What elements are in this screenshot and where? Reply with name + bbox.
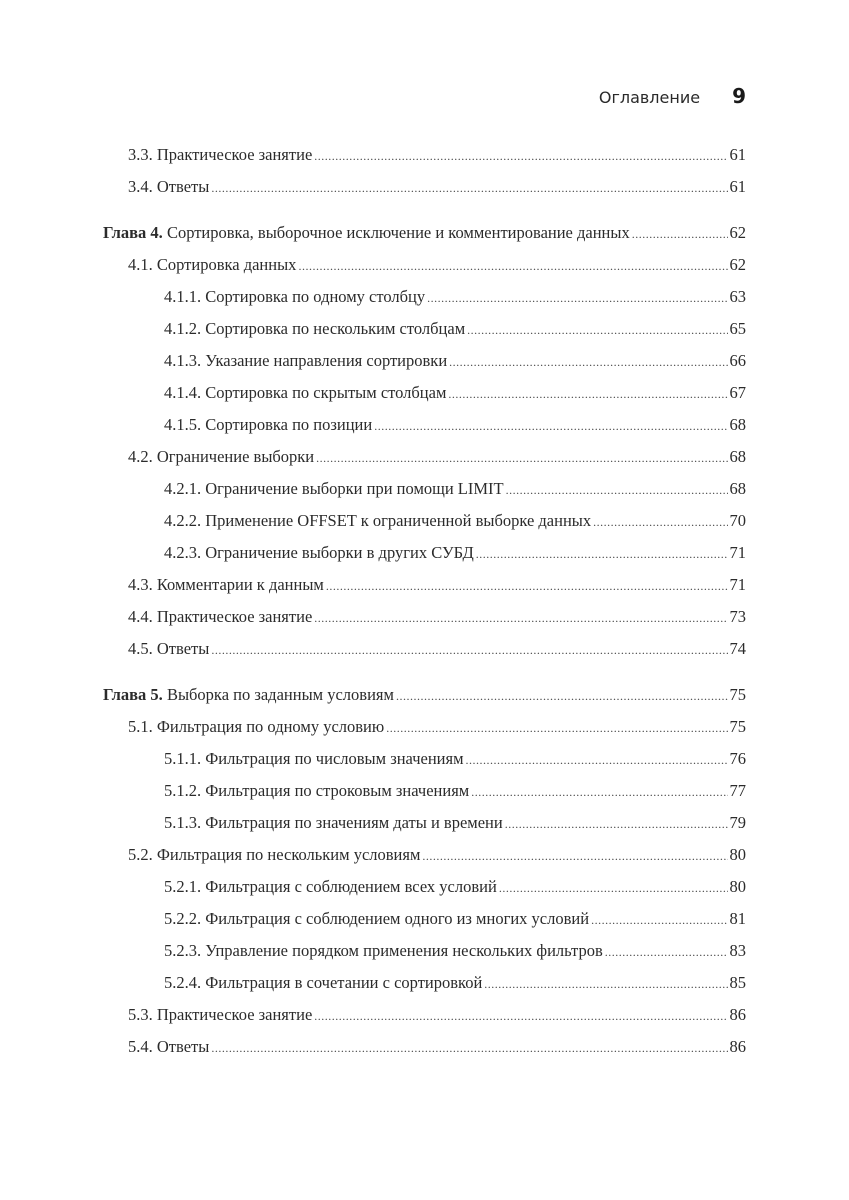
toc-entry[interactable] bbox=[103, 1005, 746, 1037]
toc-entry-label bbox=[164, 909, 589, 929]
entry-title: Практическое занятие bbox=[156, 145, 313, 164]
toc-entry[interactable] bbox=[103, 575, 746, 607]
table-of-contents bbox=[103, 145, 746, 1069]
entry-title: Комментарии к данным bbox=[156, 575, 324, 594]
toc-entry-label bbox=[128, 255, 296, 275]
toc-entry-label bbox=[128, 717, 384, 737]
dot-leader bbox=[314, 1005, 727, 1025]
entry-page-number: 61 bbox=[729, 145, 746, 164]
toc-entry[interactable] bbox=[103, 287, 746, 319]
entry-title: Фильтрация с соблюдением всех условий bbox=[205, 877, 497, 896]
entry-page-number: 73 bbox=[729, 607, 746, 626]
toc-entry[interactable] bbox=[103, 479, 746, 511]
entry-title: Сортировка по нескольким столбцам bbox=[205, 319, 466, 338]
dot-leader bbox=[298, 255, 727, 275]
toc-entry-label bbox=[164, 287, 425, 307]
dot-leader bbox=[374, 415, 727, 435]
dot-leader bbox=[449, 351, 727, 371]
entry-title: Фильтрация по нескольким условиям bbox=[156, 845, 421, 864]
entry-title: Практическое занятие bbox=[156, 1005, 313, 1024]
entry-title: Управление порядком применения нескольких фильтров bbox=[205, 941, 603, 960]
toc-entry[interactable] bbox=[103, 813, 746, 845]
dot-leader bbox=[632, 223, 728, 243]
chapter-prefix: Глава 5. bbox=[103, 685, 163, 704]
header-title: Оглавление bbox=[598, 88, 701, 107]
section-number: 5.1. bbox=[128, 717, 153, 736]
section-number: 5.4. bbox=[128, 1037, 153, 1056]
entry-page-number: 81 bbox=[729, 909, 746, 928]
entry-page-number: 79 bbox=[729, 813, 746, 832]
section-number: 5.2.4. bbox=[164, 973, 202, 992]
entry-page-number: 85 bbox=[729, 973, 746, 992]
section-number: 5.2.1. bbox=[164, 877, 202, 896]
toc-entry-label bbox=[128, 607, 312, 627]
dot-leader bbox=[316, 447, 727, 467]
entry-title: Ответы bbox=[156, 639, 210, 658]
toc-entry[interactable] bbox=[103, 177, 746, 209]
section-number: 5.2. bbox=[128, 845, 153, 864]
entry-page-number: 86 bbox=[729, 1037, 746, 1056]
entry-page-number: 76 bbox=[729, 749, 746, 768]
entry-page-number: 71 bbox=[729, 575, 746, 594]
toc-entry-label bbox=[164, 941, 603, 961]
section-number: 5.3. bbox=[128, 1005, 153, 1024]
entry-page-number: 67 bbox=[729, 383, 746, 402]
toc-entry[interactable] bbox=[103, 717, 746, 749]
toc-entry-label bbox=[164, 511, 591, 531]
entry-title: Фильтрация с соблюдением одного из многих условий bbox=[205, 909, 590, 928]
entry-title: Фильтрация по одному условию bbox=[156, 717, 385, 736]
entry-page-number: 70 bbox=[729, 511, 746, 530]
toc-entry-label bbox=[164, 813, 503, 833]
toc-entry[interactable] bbox=[103, 749, 746, 781]
dot-leader bbox=[427, 287, 727, 307]
toc-entry-label bbox=[128, 1037, 209, 1057]
entry-page-number: 68 bbox=[729, 479, 746, 498]
toc-entry[interactable] bbox=[103, 877, 746, 909]
toc-entry[interactable] bbox=[103, 415, 746, 447]
section-number: 3.4. bbox=[128, 177, 153, 196]
section-number: 4.2.2. bbox=[164, 511, 202, 530]
toc-chapter-entry[interactable] bbox=[103, 685, 746, 717]
toc-entry-label bbox=[103, 685, 394, 705]
entry-page-number: 68 bbox=[729, 415, 746, 434]
entry-page-number: 65 bbox=[729, 319, 746, 338]
toc-entry[interactable] bbox=[103, 607, 746, 639]
toc-entry[interactable] bbox=[103, 941, 746, 973]
toc-entry-label bbox=[128, 447, 314, 467]
dot-leader bbox=[314, 607, 727, 627]
toc-chapter-entry[interactable] bbox=[103, 223, 746, 255]
dot-leader bbox=[506, 479, 728, 499]
entry-page-number: 68 bbox=[729, 447, 746, 466]
section-number: 4.1.5. bbox=[164, 415, 202, 434]
toc-entry-label bbox=[128, 639, 209, 659]
dot-leader bbox=[591, 909, 727, 929]
toc-entry-label bbox=[164, 543, 474, 563]
entry-title: Практическое занятие bbox=[156, 607, 313, 626]
section-number: 4.1.2. bbox=[164, 319, 202, 338]
section-number: 4.2.3. bbox=[164, 543, 202, 562]
toc-entry-label bbox=[128, 845, 420, 865]
entry-page-number: 80 bbox=[729, 877, 746, 896]
toc-entry[interactable] bbox=[103, 383, 746, 415]
entry-title: Фильтрация в сочетании с сортировкой bbox=[205, 973, 483, 992]
entry-page-number: 62 bbox=[729, 255, 746, 274]
dot-leader bbox=[471, 781, 727, 801]
toc-entry-label bbox=[128, 177, 209, 197]
dot-leader bbox=[211, 1037, 727, 1057]
dot-leader bbox=[467, 319, 727, 339]
running-header bbox=[599, 84, 746, 108]
chapter-prefix: Глава 4. bbox=[103, 223, 163, 242]
dot-leader bbox=[605, 941, 728, 961]
entry-page-number: 62 bbox=[729, 223, 746, 242]
section-number: 4.1.4. bbox=[164, 383, 202, 402]
entry-page-number: 86 bbox=[729, 1005, 746, 1024]
dot-leader bbox=[505, 813, 728, 833]
toc-entry[interactable] bbox=[103, 973, 746, 1005]
entry-title: Сортировка, выборочное исключение и комментирование данных bbox=[166, 223, 630, 242]
dot-leader bbox=[326, 575, 728, 595]
entry-page-number: 61 bbox=[729, 177, 746, 196]
dot-leader bbox=[211, 639, 727, 659]
entry-title: Сортировка по скрытым столбцам bbox=[205, 383, 447, 402]
entry-page-number: 71 bbox=[729, 543, 746, 562]
toc-entry[interactable] bbox=[103, 351, 746, 383]
toc-entry-label bbox=[164, 415, 372, 435]
toc-entry-label bbox=[164, 749, 464, 769]
toc-entry[interactable] bbox=[103, 781, 746, 813]
entry-page-number: 74 bbox=[729, 639, 746, 658]
entry-title: Сортировка данных bbox=[156, 255, 297, 274]
dot-leader bbox=[593, 511, 727, 531]
section-number: 3.3. bbox=[128, 145, 153, 164]
entry-title: Фильтрация по строковым значениям bbox=[205, 781, 470, 800]
toc-entry-label bbox=[164, 479, 504, 499]
dot-leader bbox=[448, 383, 727, 403]
entry-title: Ограничение выборки в других СУБД bbox=[205, 543, 474, 562]
dot-leader bbox=[314, 145, 727, 165]
entry-page-number: 66 bbox=[729, 351, 746, 370]
toc-entry[interactable] bbox=[103, 1037, 746, 1069]
entry-title: Фильтрация по числовым значениям bbox=[205, 749, 464, 768]
entry-title: Указание направления сортировки bbox=[205, 351, 448, 370]
entry-title: Ответы bbox=[156, 1037, 210, 1056]
entry-title: Сортировка по позиции bbox=[205, 415, 373, 434]
entry-title: Фильтрация по значениям даты и времени bbox=[205, 813, 503, 832]
toc-entry-label bbox=[164, 781, 469, 801]
toc-entry-label bbox=[128, 145, 312, 165]
page-number: 9 bbox=[732, 84, 746, 108]
section-number: 5.1.2. bbox=[164, 781, 202, 800]
toc-entry[interactable] bbox=[103, 447, 746, 479]
section-number: 5.2.3. bbox=[164, 941, 202, 960]
toc-entry-label bbox=[128, 575, 324, 595]
entry-page-number: 75 bbox=[729, 717, 746, 736]
section-number: 4.2. bbox=[128, 447, 153, 466]
section-number: 4.1.1. bbox=[164, 287, 202, 306]
dot-leader bbox=[499, 877, 728, 897]
dot-leader bbox=[484, 973, 727, 993]
entry-page-number: 63 bbox=[729, 287, 746, 306]
entry-page-number: 77 bbox=[729, 781, 746, 800]
dot-leader bbox=[211, 177, 727, 197]
entry-title: Выборка по заданным условиям bbox=[166, 685, 394, 704]
section-number: 4.1. bbox=[128, 255, 153, 274]
toc-entry-label bbox=[164, 383, 446, 403]
entry-title: Ограничение выборки bbox=[156, 447, 315, 466]
section-number: 4.4. bbox=[128, 607, 153, 626]
entry-title: Сортировка по одному столбцу bbox=[205, 287, 426, 306]
dot-leader bbox=[386, 717, 727, 737]
toc-entry[interactable] bbox=[103, 845, 746, 877]
toc-entry[interactable] bbox=[103, 639, 746, 671]
section-number: 4.5. bbox=[128, 639, 153, 658]
toc-entry[interactable] bbox=[103, 909, 746, 941]
section-number: 5.1.1. bbox=[164, 749, 202, 768]
toc-entry[interactable] bbox=[103, 145, 746, 177]
section-number: 4.2.1. bbox=[164, 479, 202, 498]
dot-leader bbox=[476, 543, 728, 563]
entry-page-number: 80 bbox=[729, 845, 746, 864]
toc-entry-label bbox=[128, 1005, 312, 1025]
entry-title: Ответы bbox=[156, 177, 210, 196]
toc-entry-label bbox=[164, 877, 497, 897]
section-number: 5.1.3. bbox=[164, 813, 202, 832]
entry-title: Применение OFFSET к ограниченной выборке данных bbox=[205, 511, 592, 530]
toc-entry-label bbox=[164, 973, 482, 993]
dot-leader bbox=[396, 685, 728, 705]
dot-leader bbox=[466, 749, 728, 769]
toc-entry-label bbox=[103, 223, 630, 243]
section-number: 4.3. bbox=[128, 575, 153, 594]
toc-entry-label bbox=[164, 319, 465, 339]
entry-page-number: 83 bbox=[729, 941, 746, 960]
toc-entry[interactable] bbox=[103, 511, 746, 543]
dot-leader bbox=[422, 845, 727, 865]
entry-page-number: 75 bbox=[729, 685, 746, 704]
section-number: 4.1.3. bbox=[164, 351, 202, 370]
toc-entry[interactable] bbox=[103, 543, 746, 575]
toc-entry[interactable] bbox=[103, 255, 746, 287]
toc-entry-label bbox=[164, 351, 447, 371]
section-number: 5.2.2. bbox=[164, 909, 202, 928]
toc-entry[interactable] bbox=[103, 319, 746, 351]
entry-title: Ограничение выборки при помощи LIMIT bbox=[205, 479, 504, 498]
